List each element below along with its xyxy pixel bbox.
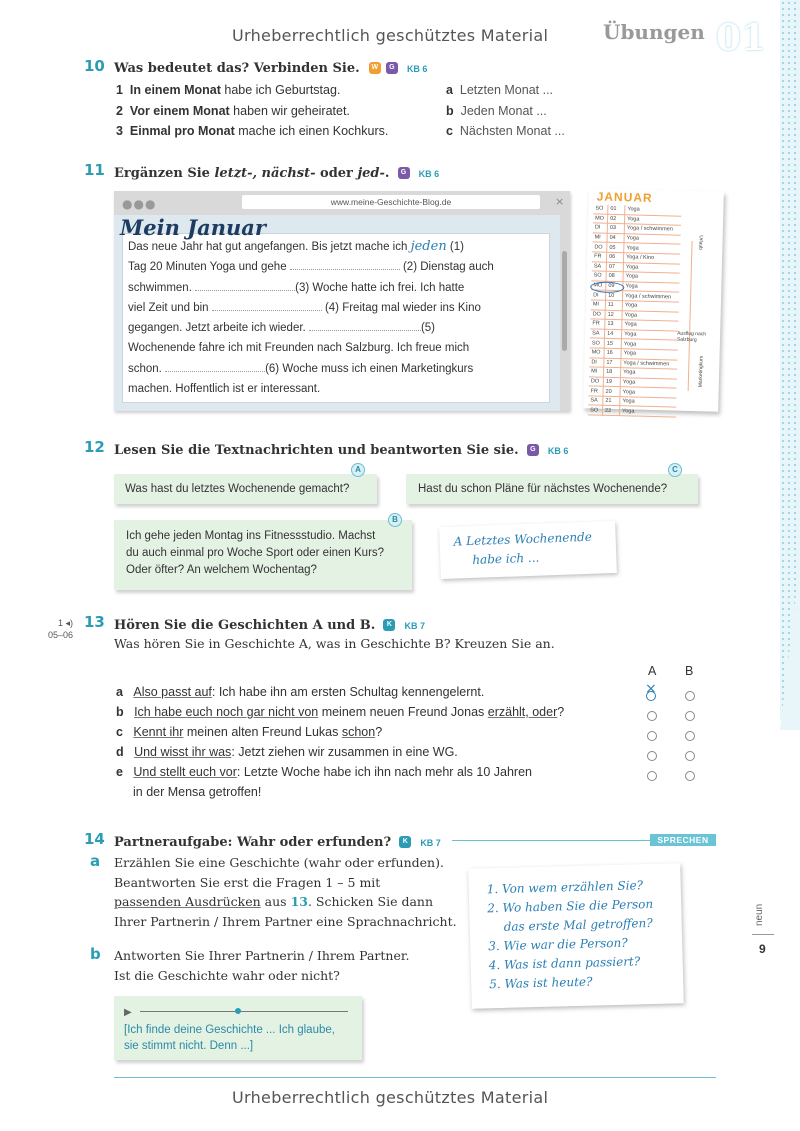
message-b: Ich gehe jeden Montag ins Fitnessstudio. Machst du auch einmal pro Woche Sport oder einen Kurs? Oder öfter? An welchem Wochentag? <box>114 520 412 590</box>
calendar-day: MI <box>589 367 604 377</box>
calendar-activity: Yoga / schwimmen <box>624 224 681 235</box>
check-mark-icon: × <box>645 681 657 697</box>
message-c: Hast du schon Pläne für nächstes Wochenende? <box>406 474 698 504</box>
calendar-day: MO <box>591 281 606 291</box>
calendar-activity: Yoga <box>621 349 678 360</box>
chapter-number: 01 <box>716 17 767 59</box>
task-a-text: Erzählen Sie eine Geschichte (wahr oder erfunden). Beantworten Sie erst die Fragen 1 – 5 mit passenden Ausdrücken aus 13. Schicken Sie dann Ihrer Partnerin / Ihrem Partner eine Sprachnachricht. <box>114 855 457 929</box>
blog-line: viel Zeit und bin (4) Freitag mal wieder ins Kino <box>128 301 481 314</box>
calendar-activity: Yoga / schwimmen <box>621 358 678 369</box>
calendar-activity: Yoga / Kino <box>623 253 680 264</box>
page-divider <box>752 934 774 935</box>
kb-reference: KB 6 <box>418 169 440 179</box>
calendar-divider <box>688 241 693 391</box>
radio-b-row-b[interactable] <box>685 706 695 725</box>
list-item: 1. Von wem erzählen Sie? <box>486 878 644 897</box>
calendar-table <box>588 204 681 417</box>
list-item: 4. Was ist dann passiert? <box>488 954 641 973</box>
audio-track: 1 ◂) <box>58 618 74 628</box>
exercise-number: 12 <box>84 438 105 456</box>
list-item: 2 Vor einem Monat haben wir geheiratet. <box>116 103 350 118</box>
calendar-day: SO <box>591 271 606 281</box>
blog-line: schon. (6) Woche muss ich einen Marketingkurs <box>128 362 474 375</box>
voice-message-text: [Ich finde deine Geschichte ... Ich glaube, sie stimmt nicht. Denn ...] <box>124 1024 335 1052</box>
calendar-date: 12 <box>605 310 622 320</box>
calendar-activity: Yoga <box>623 262 680 273</box>
calendar-day: SO <box>588 405 603 415</box>
page-word: neun <box>754 903 765 926</box>
voice-message <box>114 996 362 1060</box>
ex10-options <box>446 80 565 142</box>
table-row: d Und wisst ihr was: Jetzt ziehen wir zusammen in eine WG. <box>116 745 458 759</box>
speaker-icon: ◂) <box>63 618 74 628</box>
calendar-activity: Yoga <box>620 377 677 388</box>
calendar-day: MO <box>589 348 604 358</box>
calendar-day: FR <box>588 386 603 396</box>
audio-progress-handle[interactable] <box>235 1008 241 1014</box>
column-a-header: A <box>648 664 657 678</box>
header-rule <box>452 840 650 841</box>
calendar-day: DI <box>589 357 604 367</box>
calendar-day: DO <box>589 377 604 387</box>
section-title: Übungen <box>603 20 705 44</box>
blog-title: Mein Januar <box>120 215 266 240</box>
window-dots-icon: ●●● <box>122 197 157 211</box>
grammar-badge-icon: G <box>398 167 410 179</box>
exercise-number: 10 <box>84 57 105 75</box>
copyright-bottom: Urheberrechtlich geschütztes Material <box>232 1088 549 1107</box>
list-item: 3. Wie war die Person? <box>488 935 628 954</box>
list-item: a Letzten Monat ... <box>446 83 554 97</box>
list-item: das erste Mal getroffen? <box>503 915 653 934</box>
blog-line: Wochenende fahre ich mit Freunden nach Salzburg. Ich freue mich <box>128 342 470 355</box>
calendar-date: 19 <box>603 377 620 387</box>
radio-a-row-c[interactable] <box>647 726 657 745</box>
calendar-date: 07 <box>606 262 623 272</box>
calendar-activity: Yoga <box>623 281 680 292</box>
list-item: b Jeden Monat ... <box>446 103 547 118</box>
calendar-note-urlaub: Urlaub <box>697 235 704 251</box>
calendar-date: 01 <box>608 205 625 215</box>
calendar-day: SO <box>590 338 605 348</box>
copyright-top: Urheberrechtlich geschütztes Material <box>232 26 549 45</box>
task-b-label: b <box>90 945 101 963</box>
calendar-date: 14 <box>604 329 621 339</box>
calendar-activity: Yoga <box>621 339 678 350</box>
calendar-date: 10 <box>605 291 622 301</box>
calendar-day: MI <box>592 233 607 243</box>
radio-b-row-a[interactable] <box>685 686 695 705</box>
browser-window <box>114 191 570 411</box>
exercise-10 <box>84 56 105 75</box>
kb-reference: KB 7 <box>420 838 441 848</box>
calendar-date: 21 <box>603 396 620 406</box>
ex10-items <box>116 80 388 142</box>
answer-blank[interactable] <box>290 259 400 270</box>
table-row-continuation: in der Mensa getroffen! <box>133 785 262 799</box>
task-a-label: a <box>90 852 101 870</box>
ex13-rows <box>116 682 564 802</box>
close-icon: × <box>555 195 565 208</box>
calendar-activity: Yoga <box>620 397 677 408</box>
message-label: C <box>668 463 682 477</box>
calendar-day: DI <box>593 223 608 233</box>
calendar-activity: Yoga <box>620 387 677 398</box>
calendar-activity: Yoga <box>622 301 679 312</box>
calendar-date: 05 <box>607 243 624 253</box>
blog-text <box>128 237 494 399</box>
calendar-date: 11 <box>605 300 622 310</box>
message-label: A <box>351 463 365 477</box>
calendar-note-marketing: Marketingkurs <box>697 355 705 388</box>
calendar-activity: Yoga <box>620 368 677 379</box>
calendar-day: SA <box>590 329 605 339</box>
calendar-date: 22 <box>602 406 619 416</box>
calendar-activity: Yoga <box>624 243 681 254</box>
calendar-date: 18 <box>603 367 620 377</box>
radio-b-row-e[interactable] <box>685 766 695 785</box>
questions-note <box>468 863 684 1009</box>
calendar-day: DO <box>592 242 607 252</box>
table-row: c Kennt ihr meinen alten Freund Lukas schon? <box>116 725 383 739</box>
calendar-title: JANUAR <box>596 189 653 205</box>
blog-line: machen. Hoffentlich ist er interessant. <box>128 383 321 396</box>
calendar-day: SA <box>592 261 607 271</box>
kb-reference: KB 6 <box>406 64 428 74</box>
exercise-number: 13 <box>84 613 105 631</box>
january-calendar <box>583 188 724 415</box>
message-a: Was hast du letztes Wochenende gemacht? <box>114 474 377 504</box>
kb-reference: KB 7 <box>404 621 425 631</box>
radio-b-row-c[interactable] <box>685 726 695 745</box>
radio-a-row-b[interactable] <box>647 706 657 725</box>
column-b-header: B <box>685 664 694 678</box>
calendar-note-ausflug: Ausflug nach Salzburg <box>676 330 707 344</box>
calendar-day: SO <box>593 204 608 213</box>
decorative-strip-tail <box>780 560 800 730</box>
blog-line: gegangen. Jetzt arbeite ich wieder. (5) <box>128 322 435 335</box>
k-badge-icon: K <box>399 836 411 848</box>
radio-a-row-a[interactable] <box>645 681 657 697</box>
calendar-date: 04 <box>607 233 624 243</box>
radio-b-row-d[interactable] <box>685 746 695 765</box>
calendar-activity: Yoga <box>622 310 679 321</box>
sprechen-label: SPRECHEN <box>650 834 716 846</box>
calendar-date: 02 <box>607 214 624 224</box>
calendar-date: 13 <box>605 319 622 329</box>
radio-a-row-d[interactable] <box>647 746 657 765</box>
list-item: 3 Einmal pro Monat mache ich einen Kochkurs. <box>116 124 389 138</box>
answer-note: A Letztes Wochenende habe ich ... <box>439 521 617 579</box>
footer-rule <box>114 1077 716 1078</box>
answer-blank[interactable] <box>165 361 265 372</box>
table-row: b Ich habe euch noch gar nicht von meinem neuen Freund Jonas erzählt, oder? <box>116 705 565 719</box>
calendar-date: 20 <box>603 386 620 396</box>
scrollbar[interactable] <box>562 251 567 351</box>
audio-progress-track[interactable] <box>140 1011 348 1012</box>
calendar-activity: Yoga <box>625 205 682 216</box>
exercise-title: Was bedeutet das? Verbinden Sie. <box>114 61 360 76</box>
exercise-12-header: Lesen Sie die Textnachrichten und beantworten Sie sie. G KB 6 <box>114 443 569 458</box>
exercise-11-header: Ergänzen Sie letzt-, nächst- oder jed-. G KB 6 <box>114 166 440 181</box>
list-item: 2. Wo haben Sie die Person <box>487 896 654 916</box>
k-badge-icon: K <box>383 619 395 631</box>
answer-blank[interactable] <box>309 320 421 331</box>
instruction: Was hören Sie in Geschichte A, was in Geschichte B? Kreuzen Sie an. <box>114 636 555 651</box>
questions-list <box>487 876 656 994</box>
calendar-date: 09 <box>606 281 623 291</box>
exercise-number: 14 <box>84 830 105 848</box>
list-item: 1 In einem Monat habe ich Geburtstag. <box>116 83 341 97</box>
answer-blank[interactable] <box>212 300 322 311</box>
calendar-day: FR <box>590 319 605 329</box>
page-number: 9 <box>759 942 766 956</box>
calendar-date: 17 <box>604 358 621 368</box>
play-icon[interactable]: ▶ <box>124 1007 132 1018</box>
exercise-14-header: Partneraufgabe: Wahr oder erfunden? K KB 7 <box>114 835 441 850</box>
calendar-activity: Yoga <box>619 406 676 417</box>
calendar-activity: Yoga <box>622 320 679 331</box>
exercise-10-header <box>114 57 427 76</box>
message-label: B <box>388 513 402 527</box>
calendar-row <box>588 405 676 417</box>
answer-blank[interactable] <box>195 280 295 291</box>
calendar-day: MI <box>591 300 606 310</box>
blog-line: schwimmen. (3) Woche hatte ich frei. Ich hatte <box>128 281 465 294</box>
blog-line: Tag 20 Minuten Yoga und gehe (2) Dienstag auch <box>128 261 494 274</box>
calendar-activity: Yoga / schwimmen <box>622 291 679 302</box>
task-b-text: Antworten Sie Ihrer Partnerin / Ihrem Partner. Ist die Geschichte wahr oder nicht? <box>114 948 410 983</box>
calendar-activity: Yoga <box>621 329 678 340</box>
table-row: e Und stellt euch vor: Letzte Woche habe ich ihn nach mehr als 10 Jahren <box>116 765 532 779</box>
calendar-date: 08 <box>606 271 623 281</box>
table-row: a Also passt auf: Ich habe ihn am ersten Schultag kennengelernt. <box>116 685 485 699</box>
kb-reference: KB 6 <box>547 446 569 456</box>
grammar-badge-icon: G <box>386 62 398 74</box>
calendar-day: DI <box>591 290 606 300</box>
calendar-day: SA <box>588 396 603 406</box>
list-item: c Nächsten Monat ... <box>446 124 565 138</box>
exercise-13-header: Hören Sie die Geschichten A und B. K KB 7 <box>114 618 425 633</box>
calendar-date: 03 <box>607 223 624 233</box>
list-item: 5. Was ist heute? <box>489 974 593 992</box>
calendar-date: 16 <box>604 348 621 358</box>
calendar-day: FR <box>592 252 607 262</box>
calendar-activity: Yoga <box>624 214 681 225</box>
calendar-day: MO <box>593 213 608 223</box>
calendar-activity: Yoga <box>624 233 681 244</box>
blog-line: Das neue Jahr hat gut angefangen. Bis jetzt mache ich jeden (1) <box>128 239 464 254</box>
calendar-activity: Yoga <box>623 272 680 283</box>
grammar-badge-icon: G <box>527 444 539 456</box>
calendar-date: 15 <box>604 339 621 349</box>
calendar-date: 06 <box>606 252 623 262</box>
word-badge-icon: W <box>369 62 381 74</box>
exercise-number: 11 <box>84 161 105 179</box>
radio-a-row-e[interactable] <box>647 766 657 785</box>
calendar-day: DO <box>590 309 605 319</box>
audio-range: 05–06 <box>48 630 74 640</box>
url-bar: www.meine-Geschichte-Blog.de <box>242 195 540 209</box>
